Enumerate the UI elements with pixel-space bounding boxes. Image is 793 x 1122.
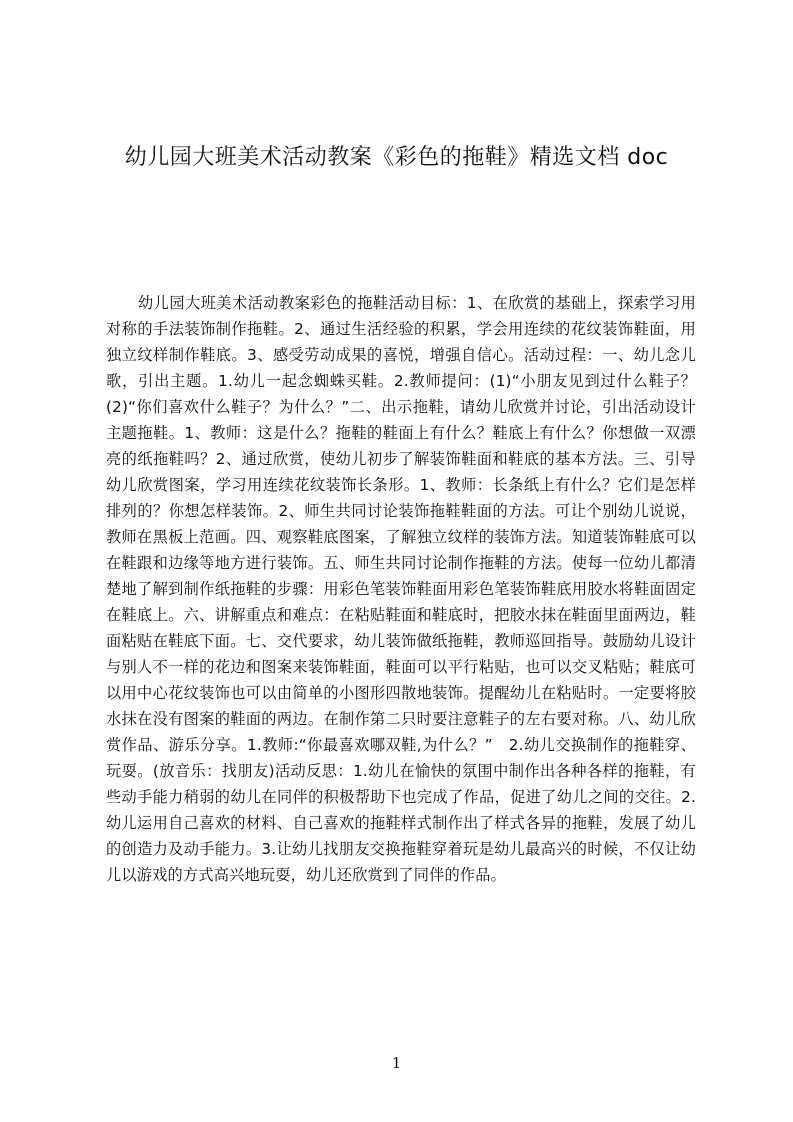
page-number: 1 <box>391 1054 402 1072</box>
document-body-paragraph: 幼儿园大班美术活动教案彩色的拖鞋活动目标：1、在欣赏的基础上，探索学习用对称的手法装饰制作拖鞋。2、通过生活经验的积累，学会用连续的花纹装饰鞋面，用独立纹样制作鞋底。3、感受劳动成果的喜悦，增强自信心。活动过程：一、幼儿念儿歌，引出主题。1.幼儿一起念蜘蛛买鞋。2.教师提问：(1)“小朋友见到过什么鞋子？(2)“你们喜欢什么鞋子？为什么？”二、出示拖鞋，请幼儿欣赏并讨论，引出活动设计主题拖鞋。1、教师：这是什么？拖鞋的鞋面上有什么？鞋底上有什么？你想做一双漂亮的纸拖鞋吗？2、通过欣赏，使幼儿初步了解装饰鞋面和鞋底的基本方法。三、引导幼儿欣赏图案，学习用连续花纹装饰长条形。1、教师：长条纸上有什么？它们是怎样排列的？你想怎样装饰。2、师生共同讨论装饰拖鞋鞋面的方法。可让个别幼儿说说，教师在黑板上范画。四、观察鞋底图案，了解独立纹样的装饰方法。知道装饰鞋底可以在鞋跟和边缘等地方进行装饰。五、师生共同讨论制作拖鞋的方法。使每一位幼儿都清楚地了解到制作纸拖鞋的步骤：用彩色笔装饰鞋面用彩色笔装饰鞋底用胶水将鞋面固定在鞋底上。六、讲解重点和难点：在粘贴鞋面和鞋底时，把胶水抹在鞋面里面两边，鞋面粘贴在鞋底下面。七、交代要求，幼儿装饰做纸拖鞋，教师巡回指导。鼓励幼儿设计与别人不一样的花边和图案来装饰鞋面，鞋面可以平行粘贴，也可以交叉粘贴；鞋底可以用中心花纹装饰也可以由简单的小图形四散地装饰。提醒幼儿在粘贴时。一定要将胶水抹在没有图案的鞋面的两边。在制作第二只时要注意鞋子的左右要对称。八、幼儿欣赏作品、游乐分享。1.教师:“你最喜欢哪双鞋,为什么？” 2.幼儿交换制作的拖鞋穿、玩耍。(放音乐：找朋友)活动反思：1.幼儿在愉快的氛围中制作出各种各样的拖鞋，有些动手能力稍弱的幼儿在同伴的积极帮助下也完成了作品，促进了幼儿之间的交往。2.幼儿运用自己喜欢的材料、自己喜欢的拖鞋样式制作出了样式各异的拖鞋，发展了幼儿的创造力及动手能力。3.让幼儿找朋友交换拖鞋穿着玩是幼儿最高兴的时候，不仅让幼儿以游戏的方式高兴地玩耍，幼儿还欣赏到了同伴的作品。 <box>106 294 696 884</box>
document-title: 幼儿园大班美术活动教案《彩色的拖鞋》精选文档 doc <box>124 145 669 170</box>
